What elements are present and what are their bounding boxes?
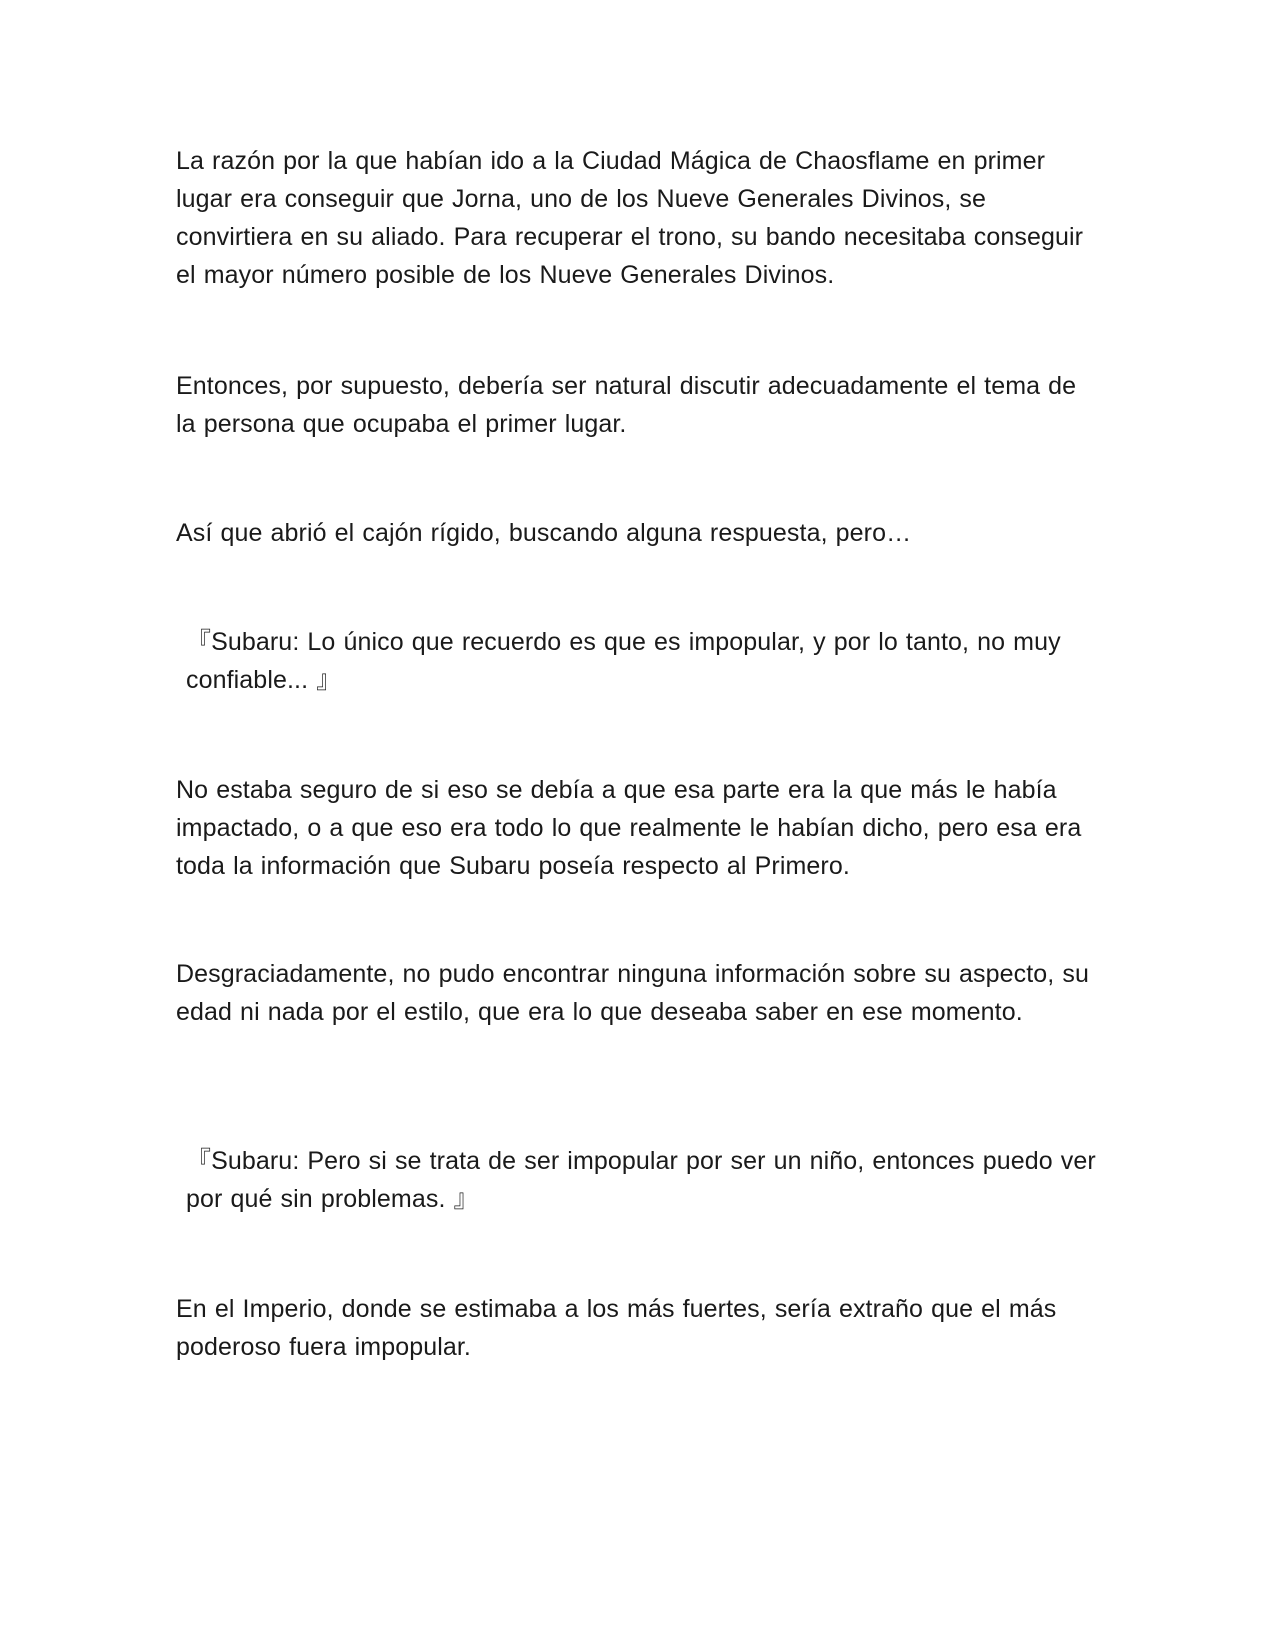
dialogue-subaru-2: 『Subaru: Pero si se trata de ser impopular por ser un niño, entonces puedo ver por qué sin problemas. 』 bbox=[186, 1147, 1096, 1213]
paragraph-1: La razón por la que habían ido a la Ciudad Mágica de Chaosflame en primer lugar era conseguir que Jorna, uno de los Nueve Generales Divinos, se convirtiera en su aliado. Para recuperar el trono, su bando necesitaba conseguir el mayor número posible de los Nueve Generales Divinos. bbox=[176, 147, 1084, 289]
paragraph-5: Desgraciadamente, no pudo encontrar ninguna información sobre su aspecto, su edad ni nada por el estilo, que era lo que deseaba saber en ese momento. bbox=[176, 960, 1089, 1026]
paragraph-3: Así que abrió el cajón rígido, buscando alguna respuesta, pero… bbox=[176, 519, 912, 547]
paragraph-2: Entonces, por supuesto, debería ser natural discutir adecuadamente el tema de la persona que ocupaba el primer lugar. bbox=[176, 372, 1077, 438]
paragraph-4: No estaba seguro de si eso se debía a que esa parte era la que más le había impactado, o a que eso era todo lo que realmente le habían dicho, pero esa era toda la información que Subaru poseía respecto al Primero. bbox=[176, 776, 1082, 880]
dialogue-subaru-1: 『Subaru: Lo único que recuerdo es que es impopular, y por lo tanto, no muy confiable... 』 bbox=[186, 628, 1061, 694]
paragraph-6: En el Imperio, donde se estimaba a los más fuertes, sería extraño que el más poderoso fuera impopular. bbox=[176, 1295, 1057, 1361]
